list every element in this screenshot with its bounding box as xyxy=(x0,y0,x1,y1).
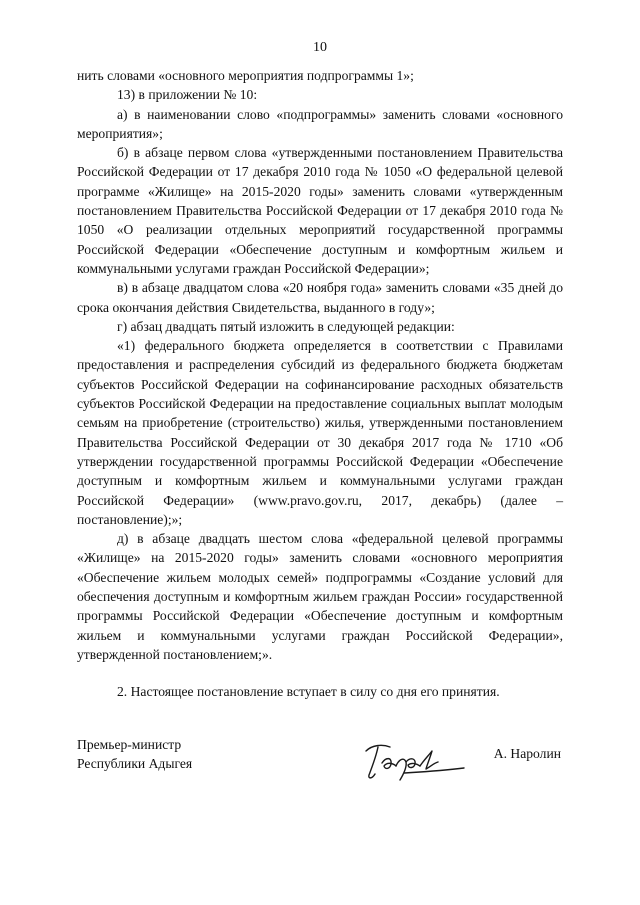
paragraph-item-a: а) в наименовании слово «подпрограммы» заменить словами «основного мероприятия»; xyxy=(77,106,563,141)
paragraph-quoted-abzac: «1) федерального бюджета определяется в соответствии с Правилами предоставления и распределения субсидий из федерального бюджета бюджетам субъектов Российской Федерации на софинансирование расходных обязательств субъектов Российской Федерации на предоставление социальных выплат молодым семьям на приобретение (строительство) жилья, утвержденными постановлением Правительства Российской Федерации от 30 декабря 2017 года № 1710 «Об утверждении государственной программы Российской Федерации «Обеспечение доступным и комфортным жильем и коммунальными услугами граждан Российской Федерации» (www.pravo.gov.ru, 2017, декабрь) (далее – постановление);»; xyxy=(77,338,563,527)
paragraph-item-d: д) в абзаце двадцать шестом слова «федеральной целевой программы «Жилище» на 2015-2020 годы» заменить словами «основного мероприятия «Обеспечение жильем молодых семей» подпрограммы «Создание условий для обеспечения доступным и комфортным жильем граждан России» государственной программы Российской Федерации «Обеспечение доступным и комфортным жильем и коммунальными услугами граждан Российской Федерации», утвержденной постановлением;». xyxy=(77,531,563,662)
signer-title-line-2: Республики Адыгея xyxy=(77,756,193,772)
paragraph-continuation: нить словами «основного мероприятия подпрограммы 1»; xyxy=(77,68,414,83)
signer-title-line-1: Премьер-министр xyxy=(77,737,182,752)
signer-title xyxy=(77,735,192,774)
paragraph-item-v: в) в абзаце двадцатом слова «20 ноября года» заменить словами «35 дней до срока окончания действия Свидетельства, выданного в году»; xyxy=(77,280,563,315)
signer-name: А. Наролин xyxy=(493,746,561,761)
page-number: 10 xyxy=(313,40,327,55)
paragraph-item-b: б) в абзаце первом слова «утвержденными постановлением Правительства Российской Федерации от 17 декабря 2010 года № 1050 «О федеральной целевой программе «Жилище» на 2015-2020 годы» заменить словами «утвержденным постановлением Правительства Российской Федерации от 17 декабря 2010 года № 1050 «О реализации отдельных мероприятий государственной программы Российской Федерации «Обеспечение доступным и комфортным жильем и коммунальными услугами граждан Российской Федерации»; xyxy=(77,145,563,276)
paragraph-effective-clause: 2. Настоящее постановление вступает в силу со дня его принятия. xyxy=(117,684,500,700)
document-body xyxy=(77,66,563,702)
signature-block xyxy=(77,735,563,795)
handwritten-signature-icon xyxy=(360,735,470,785)
paragraph-item-13: 13) в приложении № 10: xyxy=(117,87,258,103)
paragraph-item-g: г) абзац двадцать пятый изложить в следующей редакции: xyxy=(117,318,455,334)
